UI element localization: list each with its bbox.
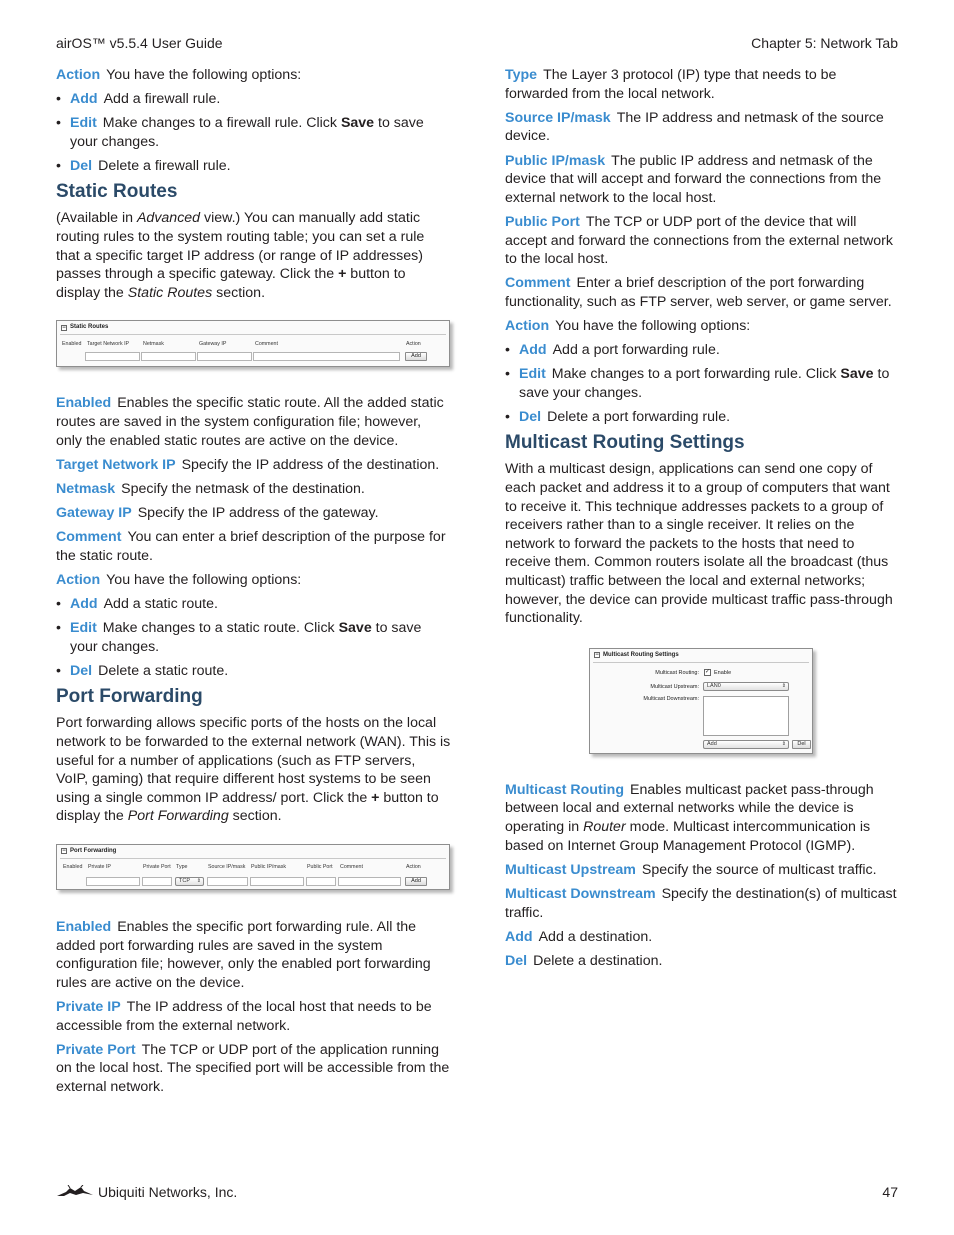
multicast-routing-label: Multicast Routing: — [655, 669, 699, 676]
list-item: • Edit Make changes to a port forwarding rule. Click Save to save your changes. — [505, 365, 900, 402]
header-guide-title: airOS™ v5.5.4 User Guide — [56, 35, 223, 51]
divider — [60, 334, 446, 335]
list-item: • Edit Make changes to a static route. Click Save to save your changes. — [56, 619, 451, 656]
public-ip-mask-input[interactable] — [250, 877, 304, 886]
column-header: Action — [406, 341, 421, 348]
definition-action: Action You have the following options: — [56, 572, 302, 589]
select-arrows-icon: ⇕ — [781, 740, 786, 747]
collapse-icon[interactable]: − — [62, 848, 66, 855]
collapse-icon[interactable]: − — [595, 652, 599, 659]
enable-label: Enable — [714, 669, 732, 676]
multicast-downstream-label: Multicast Downstream: — [643, 695, 699, 702]
static-routes-panel — [56, 320, 450, 367]
collapse-icon[interactable]: − — [62, 324, 66, 331]
column-header: Source IP/mask — [208, 863, 246, 870]
private-ip-input[interactable] — [86, 877, 140, 886]
list-item: • Add Add a port forwarding rule. — [505, 341, 900, 360]
panel-title: − Port Forwarding — [62, 847, 117, 855]
definition-action: Action You have the following options: — [56, 67, 302, 83]
definition-action: Action You have the following options: — [505, 318, 751, 335]
list-item: • Edit Make changes to a firewall rule. Click Save to save your changes. — [56, 114, 451, 151]
company-name: Ubiquiti Networks, Inc. — [98, 1184, 238, 1200]
list-item: • Del Delete a firewall rule. — [56, 157, 451, 176]
upstream-select[interactable]: LAN0 ⇕ — [703, 682, 789, 691]
port-forwarding-paragraph: Port forwarding allows specific ports of the hosts on the local network to be forwarded to the external network (WAN). This is useful for a number of applications (such as FTP servers, VoIP, gaming) that require different host systems to be seen using a single common IP address/ port. Click the + button to display the Port Forwarding section. — [56, 715, 451, 825]
definition-enabled: Enabled Enables the specific port forwarding rule. All the added port forwarding rules are saved in the system configuration file; however, only the enabled port forwarding rules are active on the device. — [56, 918, 431, 991]
column-header: Private Port — [143, 863, 171, 870]
definition-multicast-routing: Multicast Routing Enables multicast packet pass-through between local and external networks while the device is operating in Router mode. Multicast intercommunication is based on Internet Group Management Protocol (IGMP). — [505, 781, 874, 854]
definition-netmask: Netmask Specify the netmask of the destination. — [56, 480, 365, 497]
list-item: • Del Delete a port forwarding rule. — [505, 408, 900, 427]
definition-private-port: Private Port The TCP or UDP port of the application running on the local host. The specified port will be accessible from the external network. — [56, 1041, 450, 1095]
definition-comment: Comment You can enter a brief description of the purpose for the static route. — [56, 529, 446, 564]
column-header: Enabled — [62, 341, 82, 348]
definition-type: Type The Layer 3 protocol (IP) type that needs to be forwarded from the local network. — [505, 67, 837, 102]
right-column — [505, 66, 900, 976]
section-heading-port-forwarding: Port Forwarding — [56, 686, 203, 708]
definition-private-ip: Private IP The IP address of the local host that needs to be accessible from the external network. — [56, 998, 432, 1034]
footer-company — [56, 1183, 237, 1202]
column-header: Enabled — [63, 863, 83, 870]
public-port-input[interactable] — [306, 877, 336, 886]
divider — [60, 858, 446, 859]
panel-title: − Multicast Routing Settings — [595, 651, 679, 659]
divider — [593, 662, 809, 663]
add-button[interactable]: Add — [405, 877, 427, 886]
panel-title: − Static Routes — [62, 324, 109, 331]
section-heading-multicast: Multicast Routing Settings — [505, 432, 745, 454]
private-port-input[interactable] — [142, 877, 172, 886]
add-button[interactable]: Add — [405, 352, 427, 361]
term: Action — [56, 67, 101, 83]
column-header: Public IP/mask — [251, 863, 287, 870]
multicast-routing-panel — [589, 648, 813, 754]
definition-source-ip-mask: Source IP/mask The IP address and netmask of the source device. — [505, 109, 884, 145]
ubiquiti-logo-icon — [56, 1185, 94, 1199]
column-header: Netmask — [143, 341, 164, 348]
left-column — [56, 66, 451, 1102]
source-ip-mask-input[interactable] — [207, 877, 248, 886]
definition-multicast-upstream: Multicast Upstream Specify the source of multicast traffic. — [505, 861, 877, 878]
firewall-action-list — [56, 90, 451, 176]
column-header: Comment — [340, 863, 363, 870]
column-header: Gateway IP — [199, 341, 227, 348]
section-heading-static-routes: Static Routes — [56, 181, 178, 203]
page-number: 47 — [882, 1184, 898, 1200]
definition-add: Add Add a destination. — [505, 928, 653, 945]
column-header: Private IP — [88, 863, 111, 870]
del-button[interactable]: Del — [792, 740, 811, 749]
header-chapter-title: Chapter 5: Network Tab — [751, 35, 898, 51]
column-header: Type — [176, 863, 188, 870]
definition-public-ip-mask: Public IP/mask The public IP address and netmask of the device that will accept and forward the connections from the external network to the local host. — [505, 152, 882, 206]
definition-enabled: Enabled Enables the specific static route. All the added static routes are saved in the system configuration file; however, only the enabled static routes are active on the device. — [56, 395, 444, 449]
definition-comment: Comment Enter a brief description of the port forwarding functionality, such as FTP server, web server, or game server. — [505, 275, 892, 310]
comment-input[interactable] — [338, 877, 401, 886]
static-route-action-list — [56, 595, 451, 681]
multicast-upstream-label: Multicast Upstream: — [650, 683, 699, 690]
list-item: • Add Add a static route. — [56, 595, 451, 614]
port-forwarding-action-list — [505, 341, 900, 427]
netmask-input[interactable] — [141, 352, 196, 361]
gateway-ip-input[interactable] — [197, 352, 252, 361]
definition-public-port: Public Port The TCP or UDP port of the device that will accept and forward the connections from the external network to the local host. — [505, 213, 894, 268]
column-header: Public Port — [307, 863, 333, 870]
target-network-ip-input[interactable] — [85, 352, 140, 361]
type-select[interactable]: TCP ⇕ — [175, 877, 204, 886]
definition-multicast-downstream: Multicast Downstream Specify the destination(s) of multicast traffic. — [505, 885, 897, 921]
column-header: Action — [406, 863, 421, 870]
comment-input[interactable] — [253, 352, 400, 361]
column-header: Target Network IP — [87, 341, 130, 348]
add-downstream-select[interactable]: Add ⇕ — [703, 740, 789, 749]
select-arrows-icon: ⇕ — [196, 877, 201, 884]
definition-gateway-ip: Gateway IP Specify the IP address of the gateway. — [56, 505, 379, 522]
checkmark-icon: ✓ — [705, 668, 711, 675]
multicast-paragraph: With a multicast design, applications can send one copy of each packet and address it to a group of computers that want to receive it. This technique addresses packets to a group of receivers rather than to a single receiver. It relies on the network to forward the packets to the hosts that need to receive them. Common routers isolate all the broadcast (thus multicast) traffic between the local and external networks; however, the device can provide multicast traffic pass-through functionality. — [505, 461, 893, 627]
static-routes-paragraph: (Available in Advanced view.) You can manually add static routing rules to the system routing table; you can set a rule that a specific target IP address (or range of IP addresses) passes through a specific gateway. Click the + button to display the Static Routes section. — [56, 210, 425, 301]
list-item: • Del Delete a static route. — [56, 662, 451, 681]
downstream-list[interactable] — [703, 696, 789, 736]
list-item: • Add Add a firewall rule. — [56, 90, 451, 109]
port-forwarding-panel — [56, 844, 450, 890]
definition-target-network-ip: Target Network IP Specify the IP address of the destination. — [56, 456, 440, 473]
column-header: Comment — [255, 341, 278, 348]
definition-del: Del Delete a destination. — [505, 952, 663, 969]
enable-checkbox[interactable] — [704, 669, 711, 676]
select-arrows-icon: ⇕ — [781, 682, 786, 689]
